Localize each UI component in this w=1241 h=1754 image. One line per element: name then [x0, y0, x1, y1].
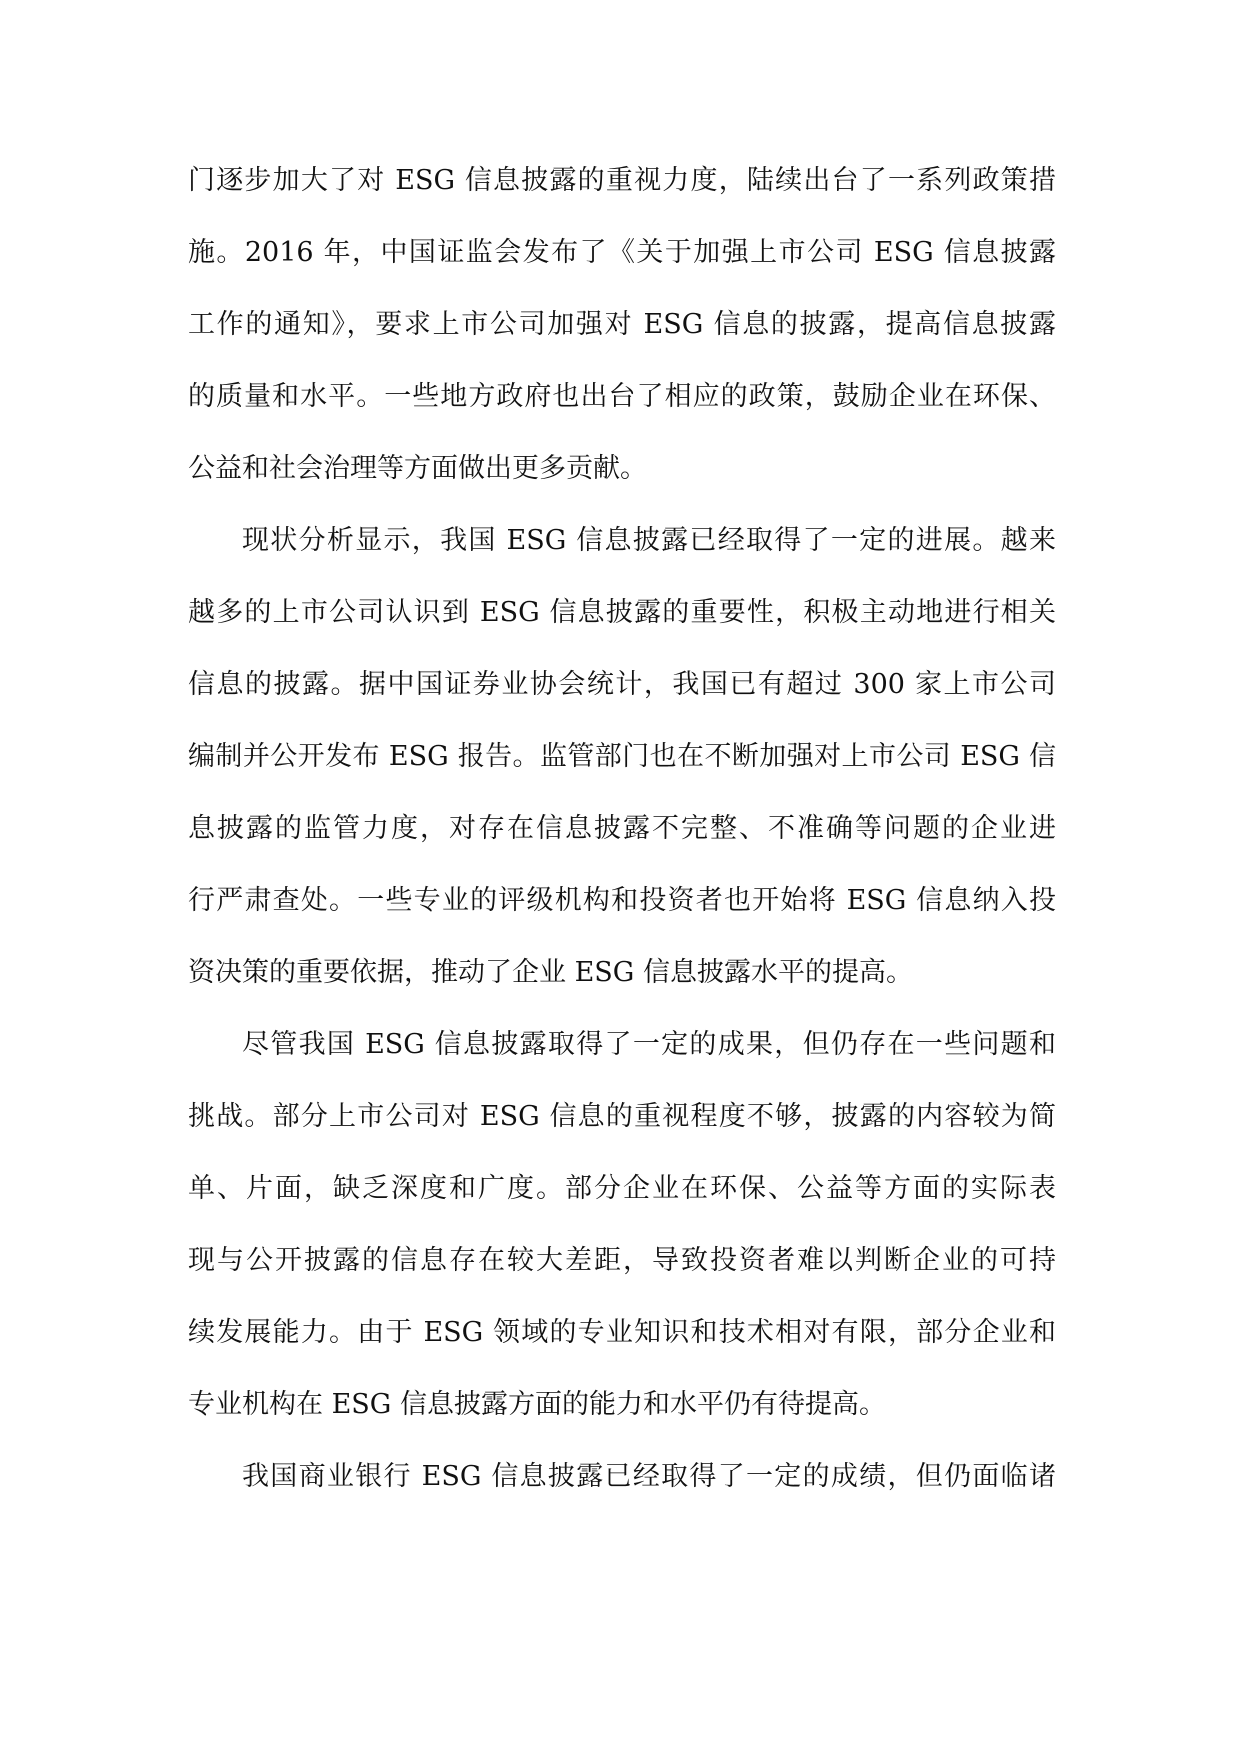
paragraph-line: 施。2016 年，中国证监会发布了《关于加强上市公司 ESG 信息披露 — [188, 237, 1056, 268]
paragraph-line: 息披露的监管力度，对存在信息披露不完整、不准确等问题的企业进 — [188, 813, 1056, 844]
paragraph-line: 我国商业银行 ESG 信息披露已经取得了一定的成绩，但仍面临诸 — [242, 1461, 1056, 1492]
paragraph-line: 专业机构在 ESG 信息披露方面的能力和水平仍有待提高。 — [188, 1389, 886, 1420]
paragraph-line: 现状分析显示，我国 ESG 信息披露已经取得了一定的进展。越来 — [242, 525, 1056, 556]
paragraph-line: 现与公开披露的信息存在较大差距，导致投资者难以判断企业的可持 — [188, 1245, 1056, 1276]
paragraph-line: 工作的通知》，要求上市公司加强对 ESG 信息的披露，提高信息披露 — [188, 309, 1056, 340]
body-text — [188, 145, 1056, 1513]
paragraph-line: 资决策的重要依据，推动了企业 ESG 信息披露水平的提高。 — [188, 957, 913, 988]
paragraph-line: 单、片面，缺乏深度和广度。部分企业在环保、公益等方面的实际表 — [188, 1173, 1056, 1204]
paragraph-line: 行严肃查处。一些专业的评级机构和投资者也开始将 ESG 信息纳入投 — [188, 885, 1056, 916]
paragraph-line: 挑战。部分上市公司对 ESG 信息的重视程度不够，披露的内容较为简 — [188, 1101, 1056, 1132]
paragraph-line: 的质量和水平。一些地方政府也出台了相应的政策，鼓励企业在环保、 — [188, 381, 1056, 412]
paragraph-line: 编制并公开发布 ESG 报告。监管部门也在不断加强对上市公司 ESG 信 — [188, 741, 1056, 772]
paragraph-line: 续发展能力。由于 ESG 领域的专业知识和技术相对有限，部分企业和 — [188, 1317, 1056, 1348]
paragraph-line: 门逐步加大了对 ESG 信息披露的重视力度，陆续出台了一系列政策措 — [188, 165, 1056, 196]
paragraph-line: 尽管我国 ESG 信息披露取得了一定的成果，但仍存在一些问题和 — [242, 1029, 1056, 1060]
paragraph-line: 信息的披露。据中国证券业协会统计，我国已有超过 300 家上市公司 — [188, 669, 1056, 700]
paragraph-line: 公益和社会治理等方面做出更多贡献。 — [188, 453, 647, 484]
paragraph-line: 越多的上市公司认识到 ESG 信息披露的重要性，积极主动地进行相关 — [188, 597, 1056, 628]
